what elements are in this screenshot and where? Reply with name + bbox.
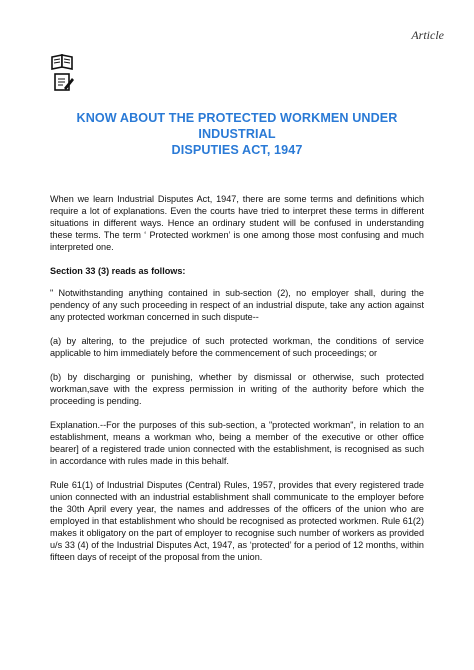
article-label: Article <box>411 28 444 42</box>
document-title <box>40 110 434 158</box>
intro-paragraph: When we learn Industrial Disputes Act, 1947, there are some terms and definitions which require a lot of explanations. Even the courts have tried to interpret these terms in different situations in different ways. Hence an ordinary student will be confused in understanding these terms. The term ‘ Protected workmen’ is one among those most confusing and much interpreted one. <box>50 194 424 252</box>
document-body <box>50 194 424 576</box>
document-logo-icon <box>50 52 76 92</box>
explanation-paragraph: Explanation.--For the purposes of this sub-section, a "protected workman", in relation to an establishment, means a workman who, being a member of the executive or other office bearer] of a registered trade union connected with the establishment, is recognised as such in accordance with rules made in this behalf. <box>50 420 424 467</box>
section-heading: Section 33 (3) reads as follows: <box>50 265 186 276</box>
title-line-2: DISPUTIES ACT, 1947 <box>171 143 303 157</box>
book-icon <box>50 52 76 92</box>
rule-paragraph: Rule 61(1) of Industrial Disputes (Central) Rules, 1957, provides that every registered trade union connected with an industrial establishment shall communicate to the employer before the 30th April every year, the names and addresses of the officers of the union who are employed in that establishment who should be recognised as protected workmen. Rule 61(2) makes it obligatory on the part of employer to recognise such number of workers as provided u/s 33 (4) of the Industrial Disputes Act, 1947, as ‘protected’ for a period of 12 months, within fifteen days of receipt of the proposal from the union. <box>50 480 424 562</box>
clause-a-paragraph: (a) by altering, to the prejudice of such protected workman, the conditions of service applicable to him immediately before the commencement of such proceedings; or <box>50 336 424 359</box>
section-quote-paragraph: " Notwithstanding anything contained in sub-section (2), no employer shall, during the pendency of any such proceeding in respect of an industrial dispute, take any action against any protected workman concerned in such dispute-- <box>50 288 424 323</box>
title-line-1: KNOW ABOUT THE PROTECTED WORKMEN UNDER INDUSTRIAL <box>76 111 398 141</box>
clause-b-paragraph: (b) by discharging or punishing, whether by dismissal or otherwise, such protected workman,save with the express permission in writing of the authority before which the proceeding is pending. <box>50 372 424 407</box>
